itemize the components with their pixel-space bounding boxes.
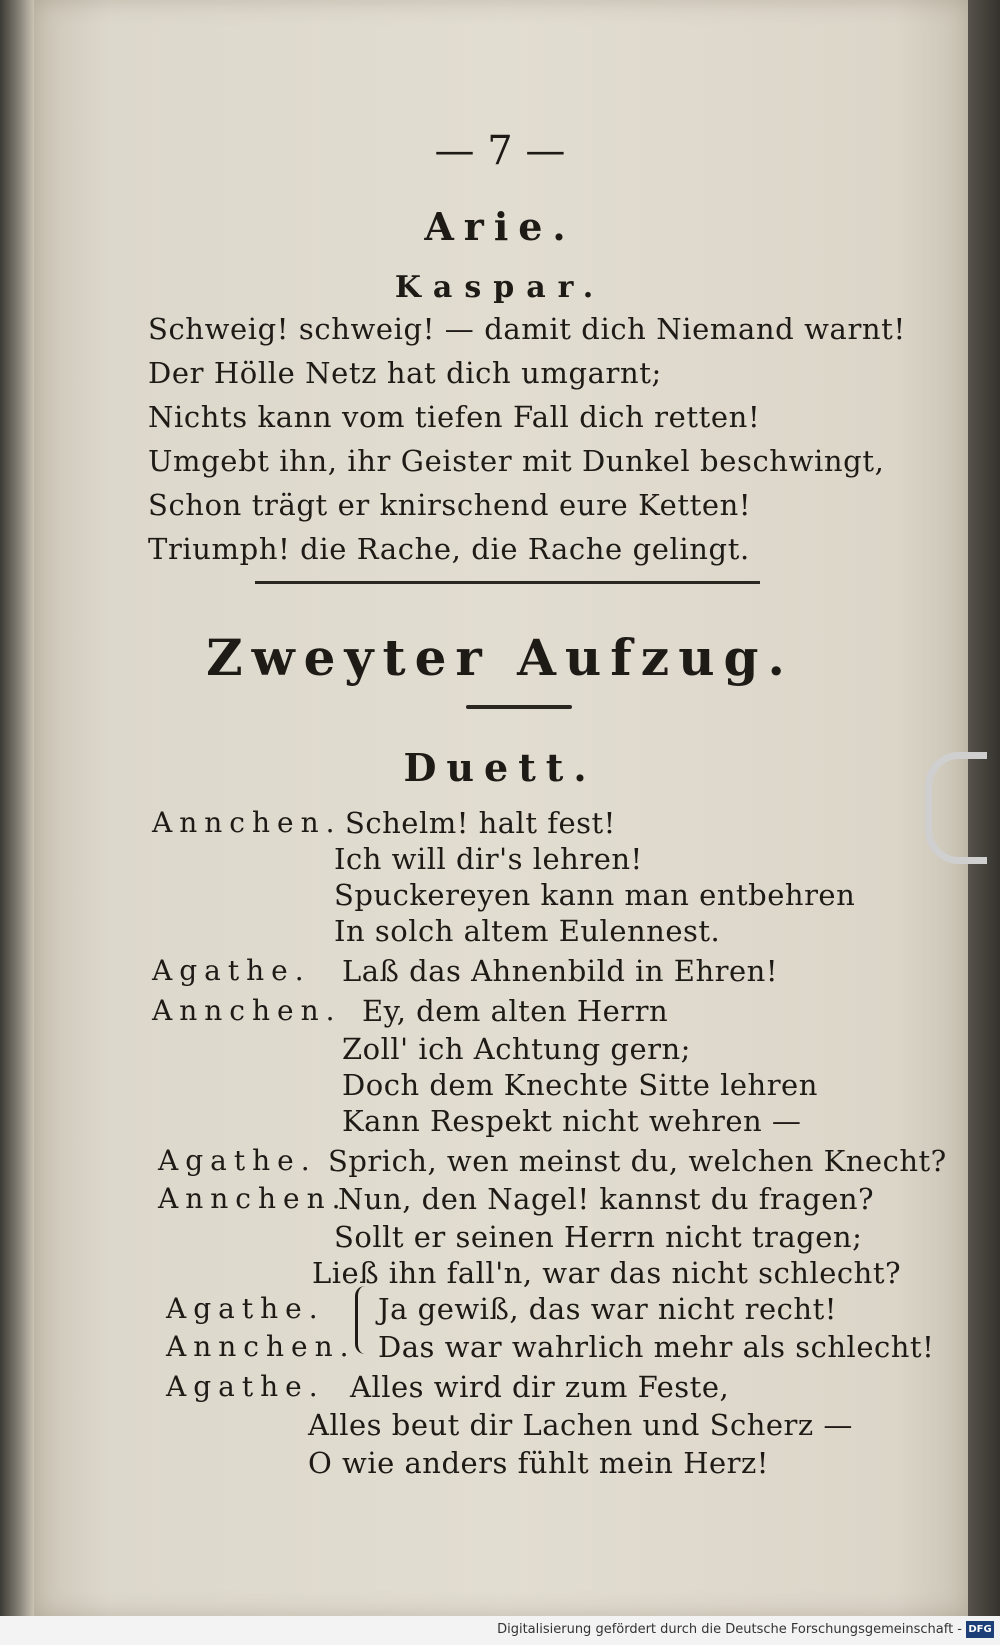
dialogue-line: Sprich, wen meinst du, welchen Knecht? [328,1144,947,1178]
dialogue-line: Zoll' ich Achtung gern; [342,1032,691,1066]
speaker-label: Agathe. [166,1370,325,1403]
verse-line: Umgebt ihn, ihr Geister mit Dunkel beschwingt, [148,444,885,478]
act-title: Zweyter Aufzug. [206,628,794,687]
verse-line: Der Hölle Netz hat dich umgarnt; [148,356,662,390]
speaker-label: Annchen. [152,806,342,839]
verse-line: Nichts kann vom tiefen Fall dich retten! [148,400,761,434]
duet-title: Duett. [403,745,597,790]
speaker-label: Annchen. [166,1330,356,1363]
speaker-label: Annchen. [158,1182,348,1215]
dialogue-line: Nun, den Nagel! kannst du fragen? [338,1182,875,1216]
dialogue-line: Ließ ihn fall'n, war das nicht schlecht? [312,1256,902,1290]
dialogue-line: In solch altem Eulennest. [334,914,721,948]
speaker-label: Annchen. [152,994,342,1027]
speaker-label: Agathe. [166,1292,325,1325]
verse-line: Triumph! die Rache, die Rache gelingt. [148,532,750,566]
ornament-divider [466,705,572,709]
aria-title: Arie. [424,204,576,249]
speaker-label: Agathe. [158,1144,317,1177]
speaker-label: Agathe. [152,954,311,987]
dialogue-line: Sollt er seinen Herrn nicht tragen; [334,1220,863,1254]
dialogue-line: Alles beut dir Lachen und Scherz — [308,1408,853,1442]
page-number: — 7 — [434,128,566,174]
dialogue-line: Doch dem Knechte Sitte lehren [342,1068,818,1102]
dialogue-line: Schelm! halt fest! [345,806,616,840]
dfg-logo-icon: DFG [966,1621,994,1638]
dialogue-line: Spuckereyen kann man entbehren [334,878,856,912]
footer-credit: Digitalisierung gefördert durch die Deutsche Forschungsgemeinschaft - [497,1622,962,1637]
dialogue-line: Alles wird dir zum Feste, [350,1370,730,1404]
dialogue-line: O wie anders fühlt mein Herz! [308,1446,769,1480]
dialogue-line: Laß das Ahnenbild in Ehren! [342,954,778,988]
aria-singer: Kaspar. [394,270,606,305]
dialogue-line: Ich will dir's lehren! [334,842,643,876]
speaker-brace [355,1286,372,1354]
digitization-footer [0,1616,1000,1645]
verse-line: Schon trägt er knirschend eure Ketten! [148,488,752,522]
dialogue-line: Ja gewiß, das war nicht recht! [378,1292,837,1326]
section-divider [255,581,760,584]
dialogue-line: Das war wahrlich mehr als schlecht! [378,1330,935,1364]
dialogue-line: Kann Respekt nicht wehren — [342,1104,802,1138]
dialogue-line: Ey, dem alten Herrn [362,994,669,1028]
verse-line: Schweig! schweig! — damit dich Niemand warnt! [148,312,906,346]
